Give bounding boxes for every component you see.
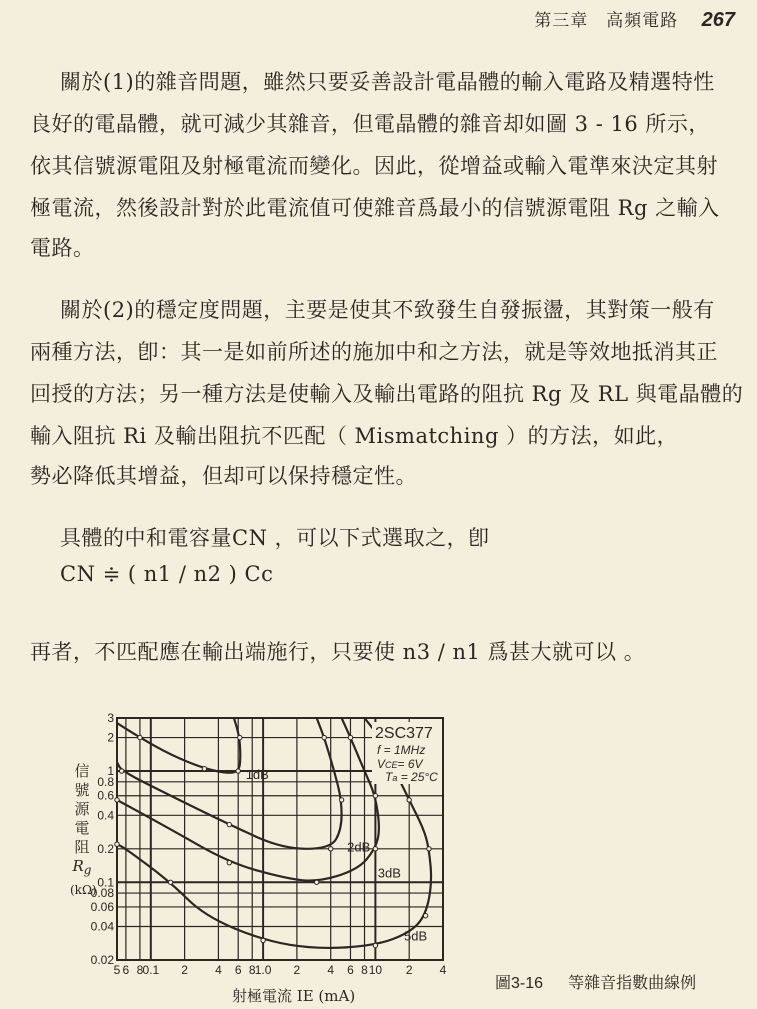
paragraph-4: 再者，不匹配應在輸出端施行，只要使 n3 / n1 爲甚大就可以 。	[30, 640, 646, 664]
device-annotation	[372, 722, 442, 784]
svg-text:6: 6	[234, 963, 242, 977]
svg-text:6: 6	[122, 963, 130, 977]
paragraph-1-line-3: 依其信號源電阻及射極電流而變化。因此，從增益或輸入電準來決定其射	[30, 154, 718, 178]
svg-text:0.06: 0.06	[90, 899, 114, 914]
svg-text:2dB: 2dB	[347, 839, 371, 855]
svg-text:0.2: 0.2	[97, 841, 114, 856]
svg-text:2: 2	[293, 963, 301, 977]
svg-text:8: 8	[361, 963, 368, 977]
svg-text:5dB: 5dB	[404, 928, 428, 944]
svg-text:0.04: 0.04	[90, 919, 114, 934]
svg-text:0.1: 0.1	[97, 875, 114, 890]
paragraph-2-line-5: 勢必降低其增益，但却可以保持穩定性。	[30, 464, 417, 488]
paragraph-2-line-3: 回授的方法；另一種方法是使輸入及輸出電路的阻抗 Rg 及 RL 與電晶體的	[30, 382, 744, 406]
svg-text:VCE= 6V: VCE= 6V	[377, 757, 423, 771]
svg-text:4: 4	[439, 963, 447, 977]
x-axis-label: 射極電流 IE (mA)	[232, 987, 356, 1005]
svg-text:3: 3	[107, 711, 114, 725]
paragraph-2-line-1: 關於(2)的穩定度問題，主要是使其不致發生自發振盪，其對策一般有	[60, 298, 715, 322]
svg-text:0.08: 0.08	[90, 886, 114, 901]
paragraph-1-line-1: 關於(1)的雜音問題，雖然只要妥善設計電晶體的輸入電路及精選特性	[60, 70, 715, 94]
figure-title: 等雜音指數曲線例	[568, 973, 697, 992]
paragraph-1-line-5: 電路。	[30, 236, 95, 260]
svg-text:0.6: 0.6	[97, 788, 114, 803]
chapter-title: 第三章 高頻電路	[534, 11, 679, 31]
svg-text:0.1: 0.1	[142, 963, 160, 977]
paragraph-3: 具體的中和電容量CN ，可以下式選取之，卽	[60, 526, 490, 550]
svg-text:0.02: 0.02	[90, 953, 114, 967]
y-axis-label: 信 號 源 電 阻 $R_g$ (kΩ)	[70, 762, 97, 897]
svg-text:10: 10	[368, 963, 383, 977]
svg-text:4: 4	[327, 963, 335, 977]
svg-text:8: 8	[248, 963, 256, 977]
curve-labels	[246, 767, 427, 944]
svg-text:5: 5	[113, 963, 121, 977]
formula: CN ≑ ( n1 / n2 ) Cc	[60, 562, 274, 586]
svg-text:0.8: 0.8	[97, 774, 114, 789]
svg-text:1: 1	[107, 764, 114, 779]
svg-text:Ta = 25°C: Ta = 25°C	[385, 770, 438, 784]
paragraph-1-line-4: 極電流，然後設計對於此電流值可使雜音爲最小的信號源電阻 Rg 之輸入	[30, 196, 720, 220]
svg-text:8: 8	[136, 963, 144, 977]
paragraph-2-line-2: 兩種方法，卽：其一是如前所述的施加中和之方法，就是等效地抵消其正	[30, 340, 718, 364]
svg-text:1.0: 1.0	[254, 963, 272, 977]
svg-text:3dB: 3dB	[377, 865, 401, 881]
figure-caption	[495, 970, 696, 993]
svg-text:2SC377: 2SC377	[375, 725, 433, 742]
svg-text:2: 2	[405, 963, 413, 977]
svg-text:4: 4	[215, 963, 222, 977]
svg-text:0.4: 0.4	[97, 808, 114, 823]
svg-text:f = 1MHz: f = 1MHz	[377, 743, 426, 757]
svg-text:1dB: 1dB	[245, 766, 269, 782]
paragraph-2-line-4: 輸入阻抗 Ri 及輸出阻抗不匹配（ Mismatching ）的方法，如此，	[30, 424, 679, 448]
figure-number: 圖3-16	[495, 975, 544, 992]
svg-text:2: 2	[181, 963, 188, 977]
svg-text:2: 2	[107, 730, 114, 745]
paragraph-1-line-2: 良好的電晶體，就可減少其雜音，但電晶體的雜音却如圖 3 - 16 所示，	[30, 112, 710, 136]
curve-1dB	[117, 718, 240, 773]
svg-text:6: 6	[347, 963, 354, 977]
page-number: 267	[701, 9, 735, 31]
